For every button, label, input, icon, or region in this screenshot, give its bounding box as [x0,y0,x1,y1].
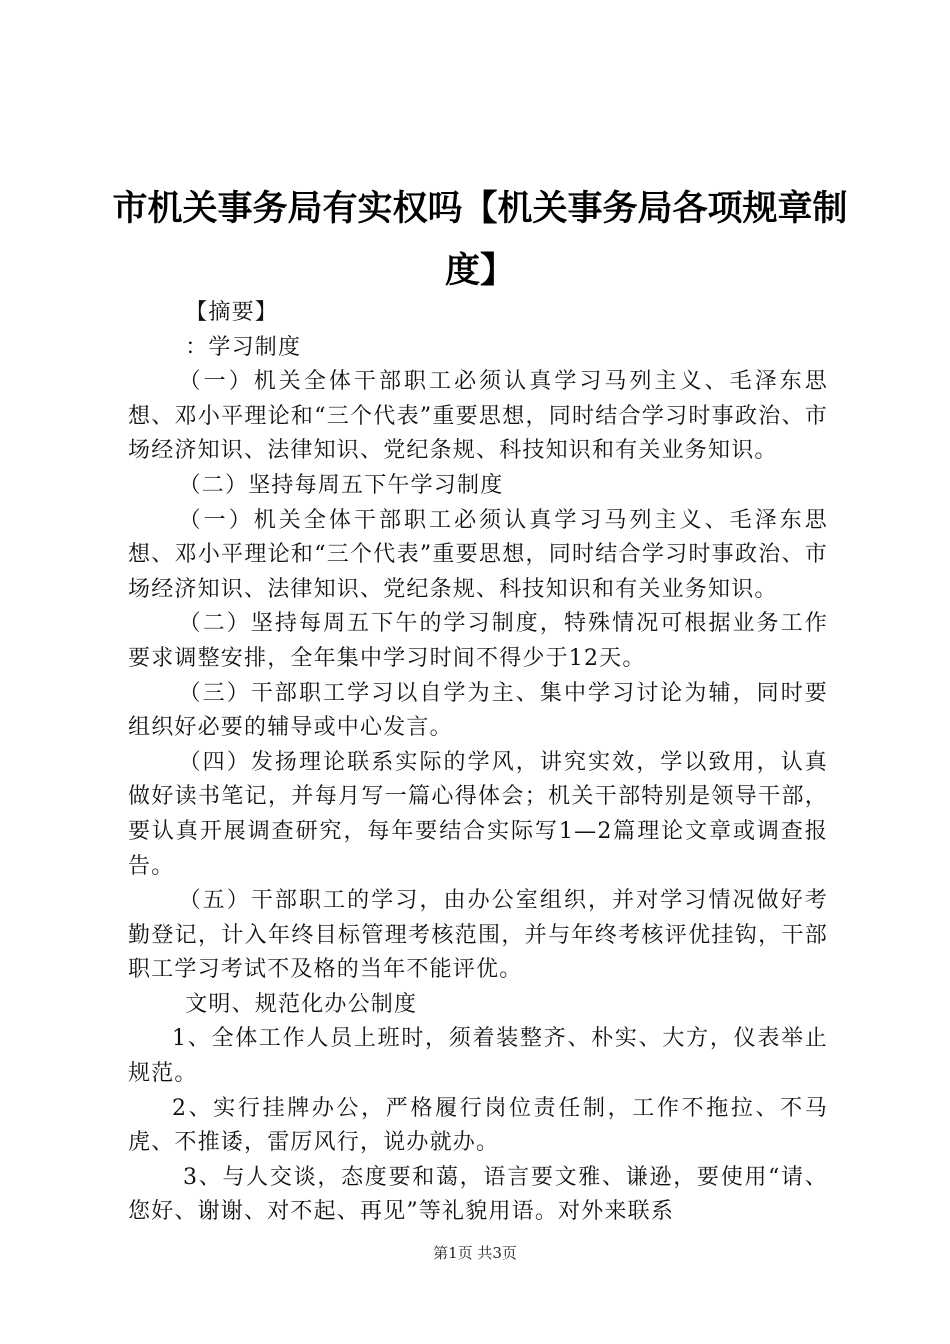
paragraph: 1、全体工作人员上班时，须着装整齐、朴实、大方，仪表举止规范。 [128,1026,828,1087]
section-heading-office: 文明、规范化办公制度 [185,991,418,1017]
paragraph: （一）机关全体干部职工必须认真学习马列主义、毛泽东思想、邓小平理论和“三个代表”重要思想，同时结合学习时事政治、市场经济知识、法律知识、党纪条规、科技知识和有关业务知识。 [128,507,828,602]
paragraph: （一）机关全体干部职工必须认真学习马列主义、毛泽东思想、邓小平理论和“三个代表”重要思想，同时结合学习时事政治、市场经济知识、法律知识、党纪条规、科技知识和有关业务知识。 [128,369,828,464]
paragraph: （三）干部职工学习以自学为主、集中学习讨论为辅，同时要组织好必要的辅导或中心发言。 [128,680,828,741]
section-heading-study: ：学习制度 [185,334,302,360]
document-title: 市机关事务局有实权吗【机关事务局各项规章制度】 [112,189,848,291]
paragraph: 2、实行挂牌办公，严格履行岗位责任制，工作不拖拉、不马虎、不推诿，雷厉风行，说办就办。 [128,1095,828,1156]
abstract-heading: 【摘要】 [185,300,278,325]
page-footer: 第1页 共3页 [433,1244,517,1262]
document-body [128,296,828,1230]
paragraph: （二）坚持每周五下午学习制度 [178,472,504,498]
paragraph: （二）坚持每周五下午的学习制度，特殊情况可根据业务工作要求调整安排，全年集中学习时间不得少于12天。 [128,611,828,671]
paragraph: （四）发扬理论联系实际的学风，讲究实效，学以致用，认真做好读书笔记，并每月写一篇心得体会；机关干部特别是领导干部，要认真开展调查研究，每年要结合实际写1—2篇理论文章或调查报告。 [128,749,828,879]
paragraph: （五）干部职工的学习，由办公室组织，并对学习情况做好考勤登记，计入年终目标管理考核范围，并与年终考核评优挂钩，干部职工学习考试不及格的当年不能评优。 [128,888,828,983]
paragraph: 3、与人交谈，态度要和蔼，语言要文雅、谦逊，要使用“请、您好、谢谢、对不起、再见”等礼貌用语。对外来联系 [128,1164,828,1225]
